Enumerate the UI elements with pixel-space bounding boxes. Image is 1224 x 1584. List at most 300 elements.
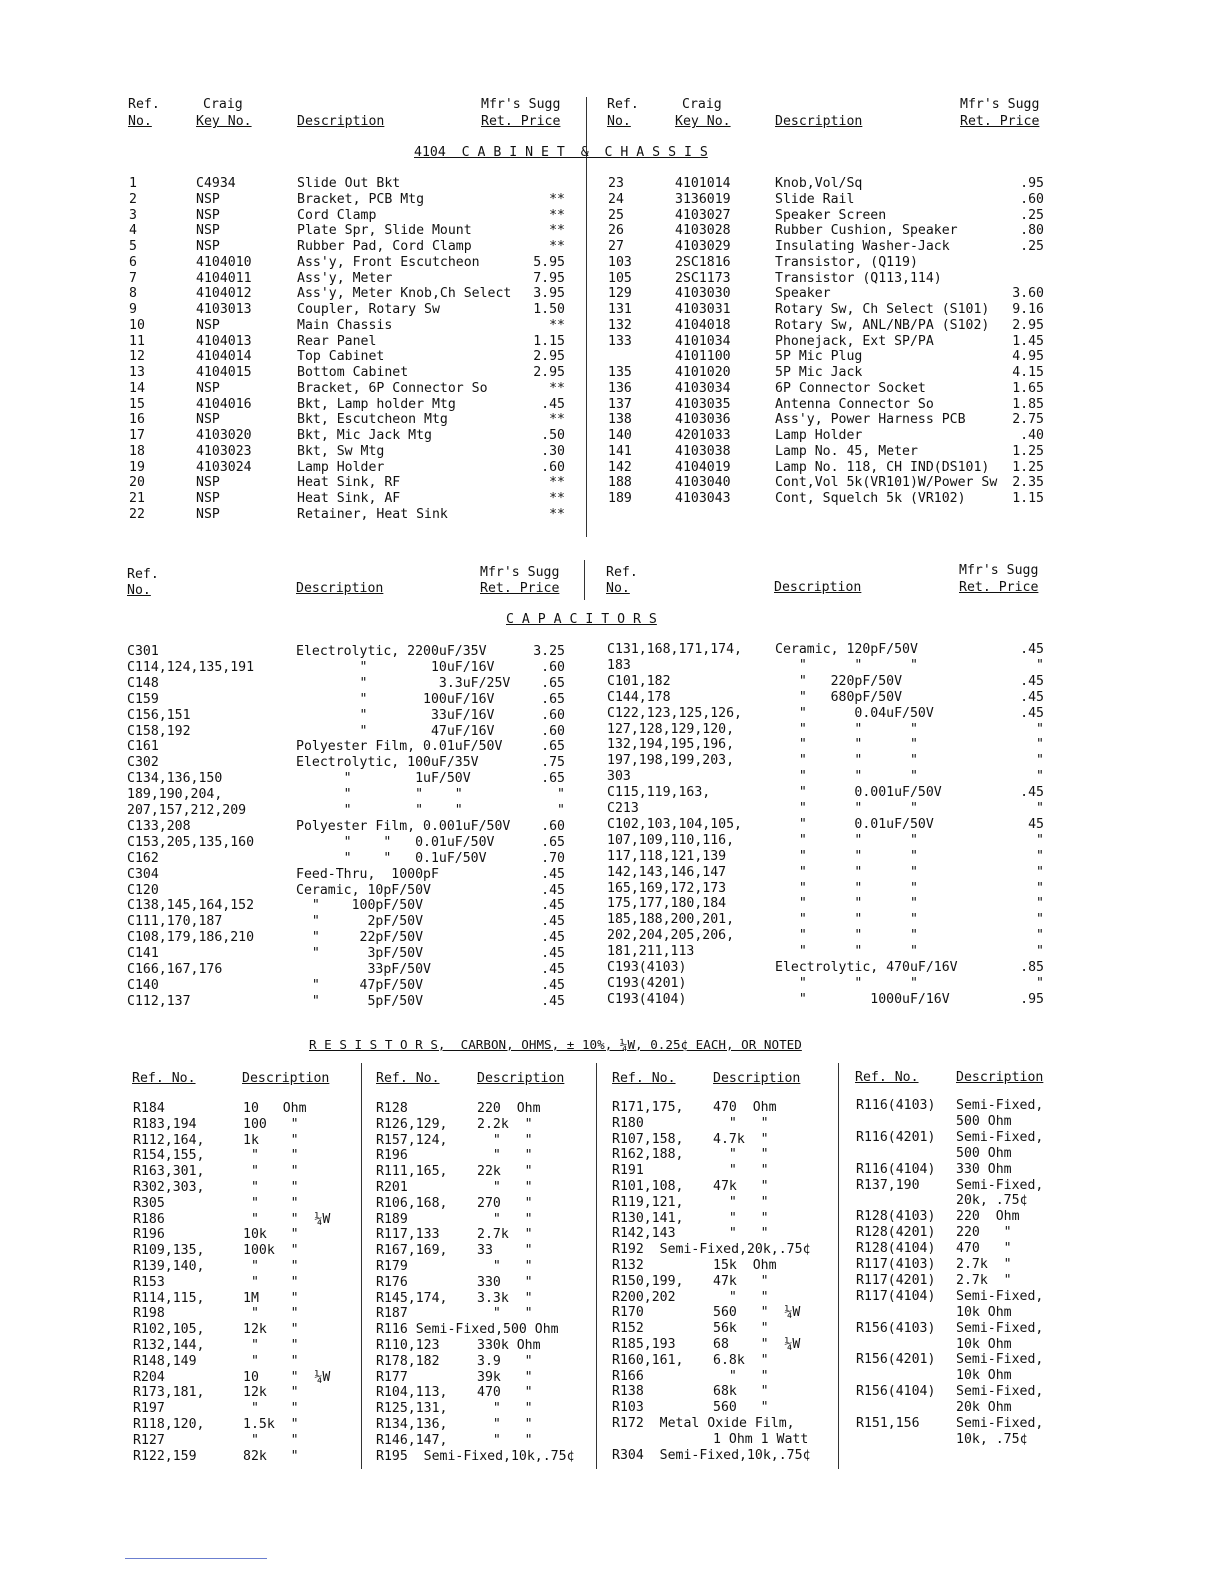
- description: Semi-Fixed,: [956, 1098, 1044, 1113]
- ref-no: 27: [608, 239, 624, 254]
- ref-no: R128(4104): [856, 1241, 936, 1257]
- ref-no: C133,208: [127, 818, 191, 834]
- description: " " ": [775, 753, 918, 769]
- description: Coupler, Rotary Sw: [297, 302, 440, 317]
- description: " ": [477, 1259, 533, 1274]
- res-col1-ref-header: Ref. No.: [132, 1071, 196, 1086]
- description: " ": [713, 1194, 769, 1210]
- ref-no: R148,149: [133, 1353, 197, 1369]
- description: " " ": [775, 721, 918, 737]
- key-no: NSP: [196, 380, 220, 396]
- ref-no: R184: [133, 1101, 165, 1116]
- price: .45: [541, 882, 565, 898]
- ref-no: 107,109,110,116,: [607, 832, 735, 848]
- description: Ass'y, Front Escutcheon: [297, 254, 480, 270]
- key-no: 4101100: [675, 349, 731, 365]
- description: 15k Ohm: [713, 1258, 777, 1273]
- description: 6.8k ": [713, 1352, 769, 1368]
- price: .45: [541, 930, 565, 946]
- ref-no: 127,128,129,120,: [607, 721, 735, 737]
- ref-no: R172 Metal Oxide Film,: [612, 1416, 795, 1431]
- key-no: 4101020: [675, 365, 731, 380]
- description: " 100pF/50V: [296, 898, 424, 914]
- ref-no: R177: [376, 1369, 408, 1385]
- cap-header-description-right: Description: [774, 580, 862, 595]
- description: " ": [243, 1338, 299, 1353]
- ref-no: C102,103,104,105,: [607, 816, 742, 832]
- ref-no: R139,140,: [133, 1259, 205, 1274]
- ref-no: R200,202: [612, 1289, 676, 1305]
- price: .95: [1020, 991, 1044, 1007]
- key-no: NSP: [196, 491, 220, 506]
- header-description-right: Description: [775, 114, 863, 129]
- ref-no: 25: [608, 207, 624, 223]
- ref-no: C162: [127, 850, 159, 866]
- ref-no: 142: [608, 459, 632, 475]
- ref-no: 3: [129, 207, 137, 223]
- description: 47k ": [713, 1273, 769, 1289]
- description: " ": [243, 1353, 299, 1369]
- header-no-left: No.: [128, 114, 152, 129]
- description: " 1000uF/16V: [775, 991, 950, 1007]
- description: Electrolytic, 2200uF/35V: [296, 644, 487, 659]
- key-no: 4104012: [196, 286, 252, 302]
- price: **: [549, 223, 565, 239]
- res-divider-2: [596, 1063, 597, 1469]
- description: " ": [243, 1180, 299, 1195]
- key-no: NSP: [196, 191, 220, 207]
- description: Bottom Cabinet: [297, 365, 409, 380]
- price: 7.95: [533, 270, 565, 286]
- price: .65: [541, 691, 565, 707]
- key-no: 4103027: [675, 207, 731, 223]
- ref-no: R163,301,: [133, 1164, 205, 1180]
- description: Semi-Fixed,: [956, 1416, 1044, 1431]
- description: " 33uF/16V: [296, 707, 495, 723]
- price: .45: [1020, 642, 1044, 657]
- description: Electrolytic, 100uF/35V: [296, 755, 479, 771]
- ref-no: 17: [129, 428, 145, 443]
- description: " " ¼W: [243, 1211, 331, 1227]
- price: 3.25: [533, 644, 565, 659]
- key-no: 4104010: [196, 254, 252, 270]
- price: .45: [541, 866, 565, 882]
- price: .40: [1020, 428, 1044, 443]
- description: " " ": [775, 737, 918, 753]
- description: 500 Ohm: [956, 1145, 1012, 1161]
- cap-header-ref-left: Ref.: [127, 567, 159, 582]
- ref-no: C156,151: [127, 707, 191, 723]
- price: .45: [1020, 673, 1044, 689]
- description: " ": [477, 1401, 533, 1417]
- price: **: [549, 191, 565, 207]
- ref-no: R137,190: [856, 1177, 920, 1193]
- ref-no: R176: [376, 1274, 408, 1290]
- description: 47k ": [713, 1179, 769, 1194]
- price: **: [549, 491, 565, 506]
- ref-no: R189: [376, 1211, 408, 1227]
- description: Lamp No. 118, CH IND(DS101): [775, 459, 990, 475]
- description: 220 Ohm: [956, 1209, 1020, 1225]
- description: 10k ": [243, 1227, 299, 1243]
- ref-no: 141: [608, 443, 632, 459]
- description: Antenna Connector So: [775, 396, 934, 412]
- description: Insulating Washer-Jack: [775, 239, 950, 254]
- price: 45: [1028, 816, 1044, 832]
- ref-no: 10: [129, 317, 145, 333]
- header-craig-right: Craig: [682, 97, 722, 112]
- ref-no: C193(4201): [607, 975, 687, 991]
- description: Knob,Vol/Sq: [775, 176, 863, 191]
- description: 3.9 ": [477, 1353, 533, 1369]
- ref-no: C153,205,135,160: [127, 834, 255, 850]
- description: Cord Clamp: [297, 207, 377, 223]
- ref-no: R151,156: [856, 1416, 920, 1431]
- ref-no: R186: [133, 1211, 165, 1227]
- price: .45: [541, 898, 565, 914]
- ref-no: R162,188,: [612, 1147, 684, 1163]
- key-no: 4103035: [675, 396, 731, 412]
- ref-no: R192 Semi-Fixed,20k,.75¢: [612, 1242, 811, 1258]
- header-keyno-right: Key No.: [675, 114, 731, 129]
- key-no: 4103036: [675, 412, 731, 428]
- cap-header-no-left: No.: [127, 583, 151, 598]
- price: **: [549, 412, 565, 428]
- key-no: 4103031: [675, 302, 731, 317]
- description: " 0.001uF/50V: [775, 785, 942, 801]
- description: Speaker: [775, 286, 831, 302]
- price: 4.95: [1012, 349, 1044, 365]
- ref-no: 8: [129, 286, 137, 302]
- description: Rubber Cushion, Speaker: [775, 223, 958, 239]
- key-no: C4934: [196, 176, 236, 191]
- ref-no: R305: [133, 1195, 165, 1211]
- res-col2-ref-header: Ref. No.: [376, 1071, 440, 1086]
- ref-no: R150,199,: [612, 1273, 684, 1289]
- key-no: 4101034: [675, 333, 731, 349]
- description: " " ": [775, 657, 918, 673]
- description: 12k ": [243, 1385, 299, 1401]
- price: .60: [541, 818, 565, 834]
- description: " " ": [775, 848, 918, 864]
- res-col3-ref-header: Ref. No.: [612, 1071, 676, 1086]
- price: 1.15: [1012, 491, 1044, 506]
- ref-no: 132: [608, 317, 632, 333]
- header-price-left: Ret. Price: [481, 114, 561, 129]
- description: Phonejack, Ext SP/PA: [775, 333, 934, 349]
- price: **: [549, 239, 565, 254]
- price: ": [1036, 912, 1044, 928]
- res-col1-desc-header: Description: [242, 1071, 330, 1086]
- ref-no: 18: [129, 443, 145, 459]
- description: 220 Ohm: [477, 1101, 541, 1116]
- ref-no: C120: [127, 882, 159, 898]
- price: .60: [541, 707, 565, 723]
- ref-no: R116(4104): [856, 1161, 936, 1177]
- description: 6P Connector Socket: [775, 380, 926, 396]
- ref-no: 185,188,200,201,: [607, 912, 735, 928]
- ref-no: R156(4104): [856, 1384, 936, 1400]
- description: " ": [713, 1147, 769, 1163]
- description: " " ": [775, 801, 918, 816]
- ref-no: 197,198,199,203,: [607, 753, 735, 769]
- description: " ": [243, 1401, 299, 1417]
- price: ": [1036, 928, 1044, 944]
- ref-no: C115,119,163,: [607, 785, 711, 801]
- ref-no: 13: [129, 365, 145, 380]
- header-no-right: No.: [607, 114, 631, 129]
- description: Retainer, Heat Sink: [297, 506, 448, 522]
- description: " ": [713, 1368, 769, 1384]
- ref-no: R134,136,: [376, 1417, 448, 1432]
- description: 10 Ohm: [243, 1101, 307, 1116]
- description: Semi-Fixed,: [956, 1288, 1044, 1304]
- description: Semi-Fixed,: [956, 1129, 1044, 1145]
- ref-no: C131,168,171,174,: [607, 642, 742, 657]
- ref-no: 24: [608, 191, 624, 207]
- ref-no: R119,121,: [612, 1194, 684, 1210]
- description: 100 ": [243, 1116, 299, 1132]
- description: 500 Ohm: [956, 1113, 1012, 1129]
- ref-no: C213: [607, 801, 639, 816]
- res-divider-3: [838, 1063, 839, 1469]
- description: 330 ": [477, 1274, 533, 1290]
- ref-no: 189: [608, 491, 632, 506]
- description: " 3.3uF/25V: [296, 675, 511, 691]
- description: Ass'y, Meter Knob,Ch Select: [297, 286, 512, 302]
- price: ": [1036, 944, 1044, 960]
- description: 1k ": [243, 1132, 299, 1148]
- description: Bracket, PCB Mtg: [297, 191, 425, 207]
- cap-header-price-right: Ret. Price: [959, 580, 1039, 595]
- ref-no: C193(4104): [607, 991, 687, 1007]
- price: ": [1036, 864, 1044, 880]
- description: " " ": [775, 912, 918, 928]
- ref-no: R101,108,: [612, 1179, 684, 1194]
- ref-no: 4: [129, 223, 137, 239]
- ref-no: 202,204,205,206,: [607, 928, 735, 944]
- ref-no: 12: [129, 349, 145, 365]
- description: Semi-Fixed,: [956, 1384, 1044, 1400]
- key-no: 4104014: [196, 349, 252, 365]
- description: Rotary Sw, ANL/NB/PA (S102): [775, 317, 990, 333]
- ref-no: 183: [607, 657, 631, 673]
- ref-no: R173,181,: [133, 1385, 205, 1401]
- price: **: [549, 506, 565, 522]
- ref-no: 165,169,172,173: [607, 880, 727, 896]
- price: 1.15: [533, 333, 565, 349]
- ref-no: C134,136,150: [127, 771, 223, 787]
- price: .65: [541, 675, 565, 691]
- description: " ": [243, 1148, 299, 1164]
- description: " ": [713, 1115, 769, 1131]
- ref-no: R204: [133, 1369, 165, 1385]
- description: Main Chassis: [297, 317, 393, 333]
- ref-no: R118,120,: [133, 1417, 205, 1432]
- ref-no: 22: [129, 506, 145, 522]
- description: Lamp Holder: [297, 459, 385, 475]
- description: Semi-Fixed,: [956, 1352, 1044, 1368]
- description: " " 0.01uF/50V: [296, 834, 495, 850]
- description: 330k Ohm: [477, 1338, 541, 1353]
- ref-no: 20: [129, 475, 145, 491]
- ref-no: R145,174,: [376, 1290, 448, 1306]
- ref-no: 1: [129, 176, 137, 191]
- ref-no: R111,165,: [376, 1164, 448, 1180]
- description: Ass'y, Meter: [297, 270, 393, 286]
- description: " ": [713, 1210, 769, 1226]
- price: .60: [541, 723, 565, 739]
- ref-no: R125,131,: [376, 1401, 448, 1417]
- header-mfr-right: Mfr's Sugg: [960, 97, 1040, 112]
- price: .60: [541, 659, 565, 675]
- cap-header-ref-right: Ref.: [606, 565, 638, 580]
- header-craig-left: Craig: [203, 97, 243, 112]
- header-price-right: Ret. Price: [960, 114, 1040, 129]
- description: 20k, .75¢: [956, 1193, 1028, 1209]
- description: " ": [713, 1226, 769, 1242]
- description: " ": [477, 1132, 533, 1148]
- price: 3.95: [533, 286, 565, 302]
- description: 1 Ohm 1 Watt: [713, 1431, 809, 1447]
- ref-no: 175,177,180,184: [607, 896, 727, 912]
- description: Transistor, (Q119): [775, 254, 918, 270]
- key-no: 4103030: [675, 286, 731, 302]
- price: 9.16: [1012, 302, 1044, 317]
- ref-no: C111,170,187: [127, 914, 223, 930]
- price: .85: [1020, 960, 1044, 975]
- ref-no: R116(4103): [856, 1098, 936, 1113]
- ref-no: R128(4103): [856, 1209, 936, 1225]
- description: Speaker Screen: [775, 207, 887, 223]
- price: .45: [541, 977, 565, 993]
- ref-no: R110,123: [376, 1338, 440, 1353]
- ref-no: R178,182: [376, 1353, 440, 1369]
- price: .95: [1020, 176, 1044, 191]
- ref-no: 135: [608, 365, 632, 380]
- price: .60: [541, 459, 565, 475]
- ref-no: C301: [127, 644, 159, 659]
- ref-no: R185,193: [612, 1337, 676, 1352]
- description: Slide Rail: [775, 191, 855, 207]
- section-title-cabinet: 4104 C A B I N E T & C H A S S I S: [414, 145, 708, 160]
- ref-no: R171,175,: [612, 1100, 684, 1115]
- ref-no: R154,155,: [133, 1148, 205, 1164]
- price: .45: [541, 993, 565, 1009]
- description: 82k ": [243, 1448, 299, 1464]
- description: " 2pF/50V: [296, 914, 424, 930]
- description: " " ": [775, 880, 918, 896]
- description: 39k ": [477, 1369, 533, 1385]
- description: Heat Sink, RF: [297, 475, 401, 491]
- ref-no: C114,124,135,191: [127, 659, 255, 675]
- ref-no: C161: [127, 739, 159, 755]
- description: 560 " ¼W: [713, 1305, 801, 1321]
- ref-no: 129: [608, 286, 632, 302]
- ref-no: 23: [608, 176, 624, 191]
- price: .80: [1020, 223, 1044, 239]
- ref-no: R201: [376, 1180, 408, 1195]
- ref-no: R304 Semi-Fixed,10k,.75¢: [612, 1447, 811, 1463]
- ref-no: C101,182: [607, 673, 671, 689]
- description: 10k Ohm: [956, 1304, 1012, 1320]
- price: 1.85: [1012, 396, 1044, 412]
- description: 5P Mic Plug: [775, 349, 863, 365]
- price: ": [1036, 769, 1044, 785]
- price: 1.45: [1012, 333, 1044, 349]
- price: .45: [541, 946, 565, 962]
- key-no: NSP: [196, 207, 220, 223]
- description: " 1uF/50V: [296, 771, 471, 787]
- footnote-rule: [125, 1558, 267, 1559]
- ref-no: R102,105,: [133, 1322, 205, 1338]
- description: " ": [243, 1164, 299, 1180]
- price: 3.60: [1012, 286, 1044, 302]
- price: **: [549, 207, 565, 223]
- ref-no: C138,145,164,152: [127, 898, 255, 914]
- key-no: 4104013: [196, 333, 252, 349]
- ref-no: R183,194: [133, 1116, 197, 1132]
- key-no: 4104011: [196, 270, 252, 286]
- ref-no: C166,167,176: [127, 962, 223, 977]
- ref-no: R180: [612, 1115, 644, 1131]
- ref-no: R109,135,: [133, 1243, 205, 1259]
- ref-no: C108,179,186,210: [127, 930, 255, 946]
- price: **: [549, 317, 565, 333]
- ref-no: C148: [127, 675, 159, 691]
- price: 1.50: [533, 302, 565, 317]
- description: " 100uF/16V: [296, 691, 495, 707]
- description: 12k ": [243, 1322, 299, 1338]
- description: 1M ": [243, 1290, 299, 1306]
- price: .25: [1020, 239, 1044, 254]
- ref-no: R127: [133, 1432, 165, 1448]
- key-no: NSP: [196, 475, 220, 491]
- price: ": [1036, 896, 1044, 912]
- description: 10k Ohm: [956, 1336, 1012, 1352]
- ref-no: R122,159: [133, 1448, 197, 1464]
- description: 330 Ohm: [956, 1161, 1012, 1177]
- description: " ": [477, 1432, 533, 1448]
- ref-no: 103: [608, 254, 632, 270]
- key-no: NSP: [196, 223, 220, 239]
- cap-header-mfr-right: Mfr's Sugg: [959, 563, 1039, 578]
- description: 470 ": [477, 1385, 533, 1401]
- description: " " ": [775, 944, 918, 960]
- ref-no: 188: [608, 475, 632, 491]
- header-ref-right: Ref.: [607, 97, 639, 112]
- ref-no: C141: [127, 946, 159, 962]
- ref-no: 5: [129, 239, 137, 254]
- description: 2.7k ": [477, 1227, 533, 1243]
- price: ": [1036, 880, 1044, 896]
- ref-no: C144,178: [607, 689, 671, 705]
- ref-no: 136: [608, 380, 632, 396]
- description: 470 Ohm: [713, 1100, 777, 1115]
- section-title-resistors: R E S I S T O R S, CARBON, OHMS, ± 10%, ¼W, 0.25¢ EACH, OR NOTED: [309, 1037, 802, 1052]
- price: ": [1036, 657, 1044, 673]
- description: Lamp No. 45, Meter: [775, 443, 918, 459]
- price: ": [557, 787, 565, 803]
- price: 2.95: [1012, 317, 1044, 333]
- ref-no: R132: [612, 1258, 644, 1273]
- description: " ": [477, 1211, 533, 1227]
- ref-no: R160,161,: [612, 1352, 684, 1368]
- description: Rear Panel: [297, 333, 377, 349]
- description: " " ": [775, 896, 918, 912]
- description: " ": [243, 1306, 299, 1322]
- description: Heat Sink, AF: [297, 491, 401, 506]
